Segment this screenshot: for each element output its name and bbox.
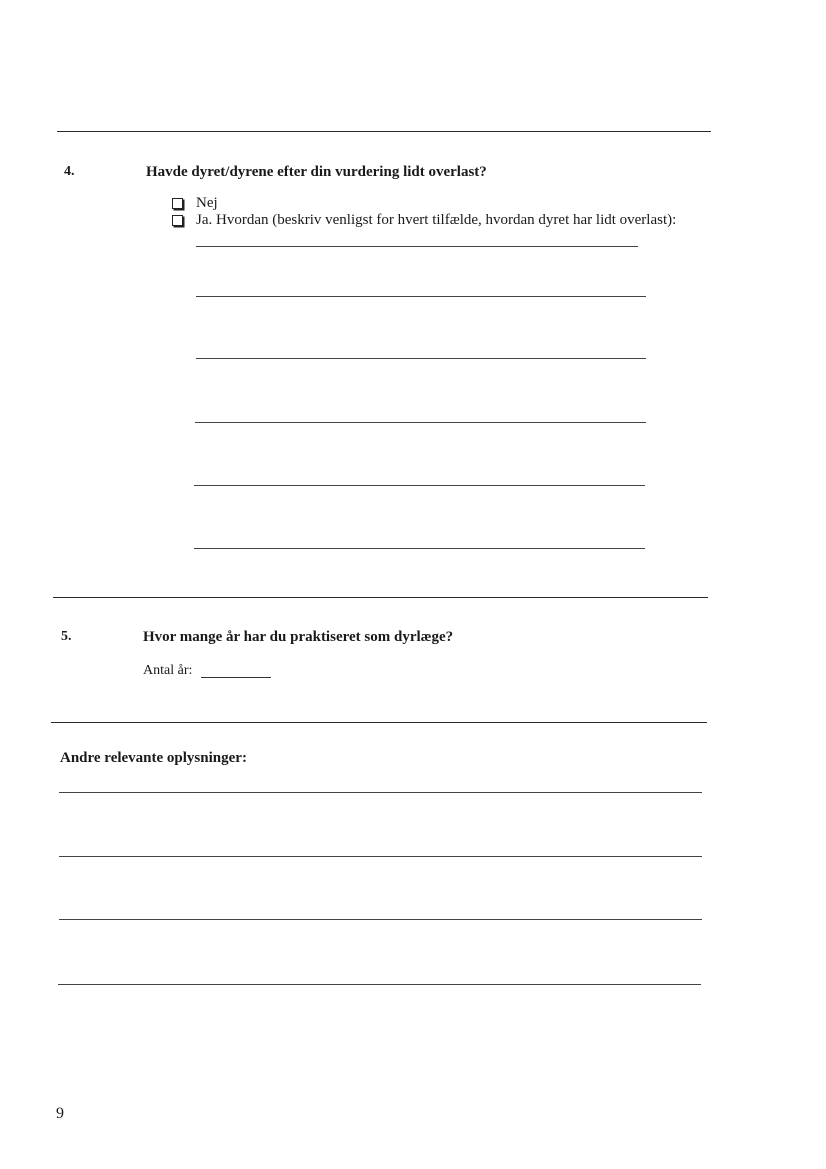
section-divider-middle: [53, 597, 708, 598]
years-input-line[interactable]: [201, 677, 271, 678]
answer-line-4[interactable]: [195, 422, 646, 423]
question-4-number: 4.: [64, 164, 75, 179]
other-info-line-4[interactable]: [58, 984, 701, 985]
other-info-heading: Andre relevante oplysninger:: [60, 750, 247, 766]
checkbox-ja[interactable]: [172, 215, 183, 226]
section-divider-lower: [51, 722, 707, 723]
page-number: 9: [56, 1105, 64, 1122]
answer-line-6[interactable]: [194, 548, 645, 549]
years-field-label: Antal år:: [143, 663, 193, 678]
answer-line-3[interactable]: [196, 358, 646, 359]
question-4-text: Havde dyret/dyrene efter din vurdering lidt overlast?: [146, 164, 487, 180]
answer-line-5[interactable]: [194, 485, 645, 486]
answer-line-1[interactable]: [196, 246, 638, 247]
question-5-number: 5.: [61, 629, 72, 644]
question-5-text: Hvor mange år har du praktiseret som dyrlæge?: [143, 629, 454, 645]
answer-line-2[interactable]: [196, 296, 646, 297]
other-info-line-1[interactable]: [59, 792, 702, 793]
option-ja-label: Ja. Hvordan (beskriv venligst for hvert tilfælde, hvordan dyret har lidt overlast):: [196, 212, 677, 228]
section-divider-top: [57, 131, 711, 132]
option-nej-label: Nej: [196, 195, 218, 211]
other-info-line-3[interactable]: [59, 919, 702, 920]
other-info-line-2[interactable]: [59, 856, 702, 857]
checkbox-nej[interactable]: [172, 198, 183, 209]
